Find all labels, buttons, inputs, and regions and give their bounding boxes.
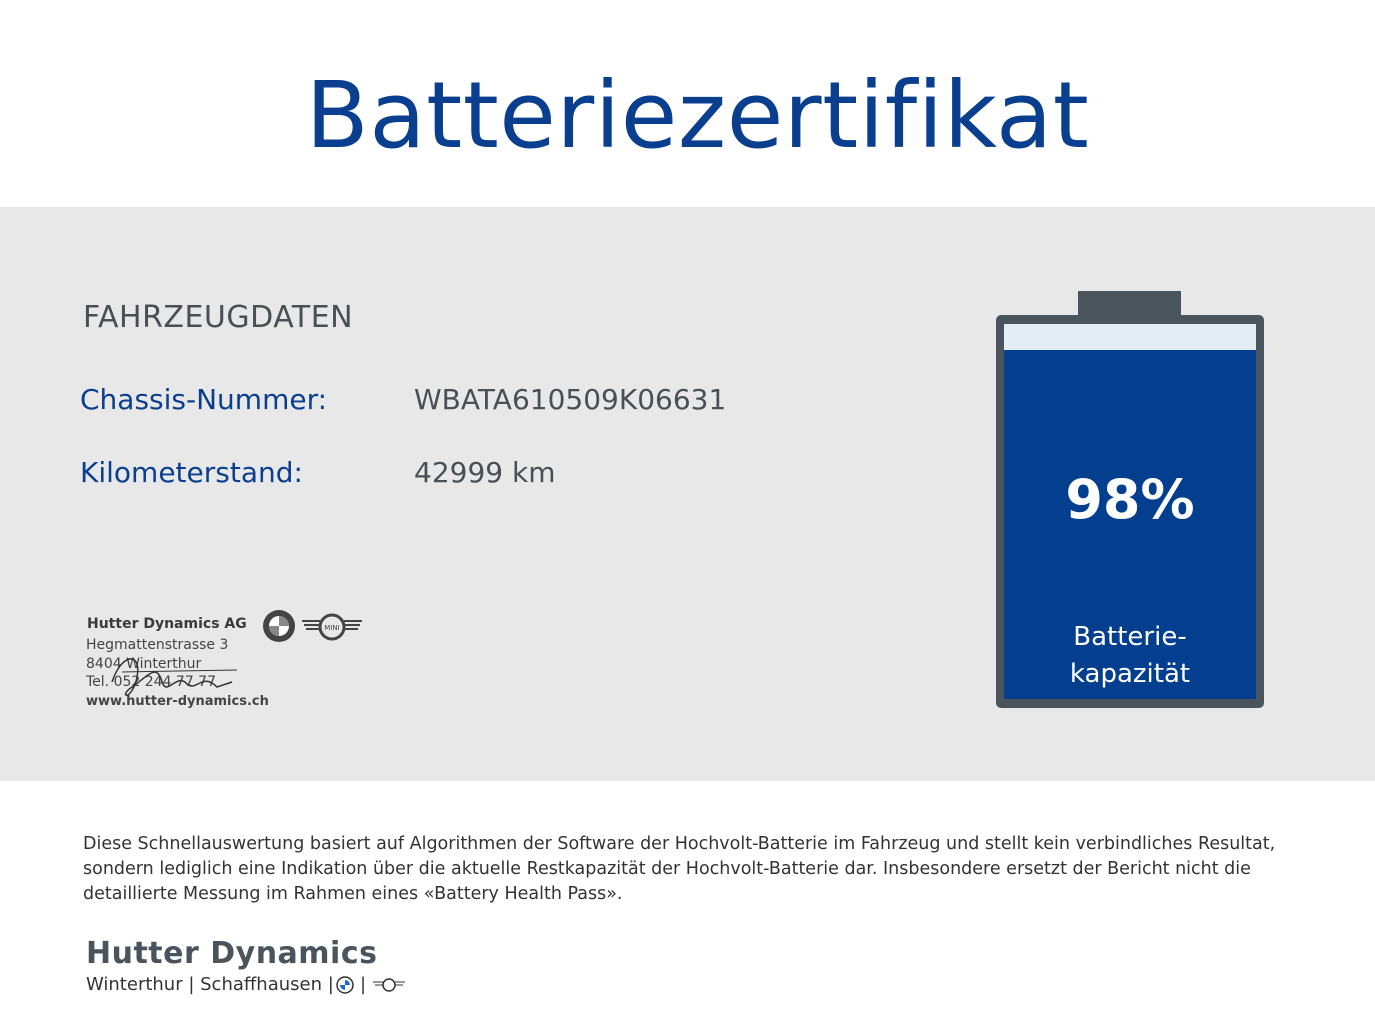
page-title: Batteriezertifikat <box>305 62 1090 169</box>
battery-percent: 98% <box>1065 468 1195 531</box>
stamp-street: Hegmattenstrasse 3 <box>86 637 229 653</box>
stamp-city: 8404 Winterthur <box>86 656 202 672</box>
chassis-value: WBATA610509K06631 <box>414 383 727 416</box>
brand-logos <box>336 974 406 995</box>
mileage-label: Kilometerstand: <box>80 456 303 489</box>
mini-logo-icon <box>372 977 406 993</box>
bmw-logo-icon <box>336 976 354 994</box>
brand-separator: | <box>360 974 367 995</box>
company-stamp <box>84 606 384 716</box>
svg-text:MINI: MINI <box>324 624 340 632</box>
stamp-company: Hutter Dynamics AG <box>87 616 247 632</box>
signature <box>102 642 252 702</box>
bmw-logo-icon <box>262 609 296 643</box>
disclaimer-line: sondern lediglich eine Indikation über die aktuelle Restkapazität der Hochvolt-Batterie dar. Insbesondere ersetzt der Bericht nicht die <box>83 859 1251 879</box>
battery-caption-line1: Batterie- <box>1073 622 1187 652</box>
stamp-phone: Tel. 052 244 77 77 <box>86 674 216 690</box>
mini-logo-icon <box>300 612 364 642</box>
battery-caption-line2: kapazität <box>1069 659 1191 689</box>
disclaimer-line: Diese Schnellauswertung basiert auf Algorithmen der Software der Hochvolt-Batterie im Fahrzeug und stellt kein verbindliches Resultat, <box>83 834 1276 854</box>
brand-locations: Winterthur | Schaffhausen | <box>86 974 334 995</box>
mileage-value: 42999 km <box>414 456 556 489</box>
brand-logo-text: Hutter Dynamics <box>86 936 378 971</box>
stamp-web: www.hutter-dynamics.ch <box>86 694 269 709</box>
disclaimer-text <box>83 832 1283 907</box>
section-heading: FAHRZEUGDATEN <box>83 300 354 335</box>
chassis-label: Chassis-Nummer: <box>80 383 328 416</box>
disclaimer-line: detaillierte Messung im Rahmen eines «Battery Health Pass». <box>83 884 623 904</box>
